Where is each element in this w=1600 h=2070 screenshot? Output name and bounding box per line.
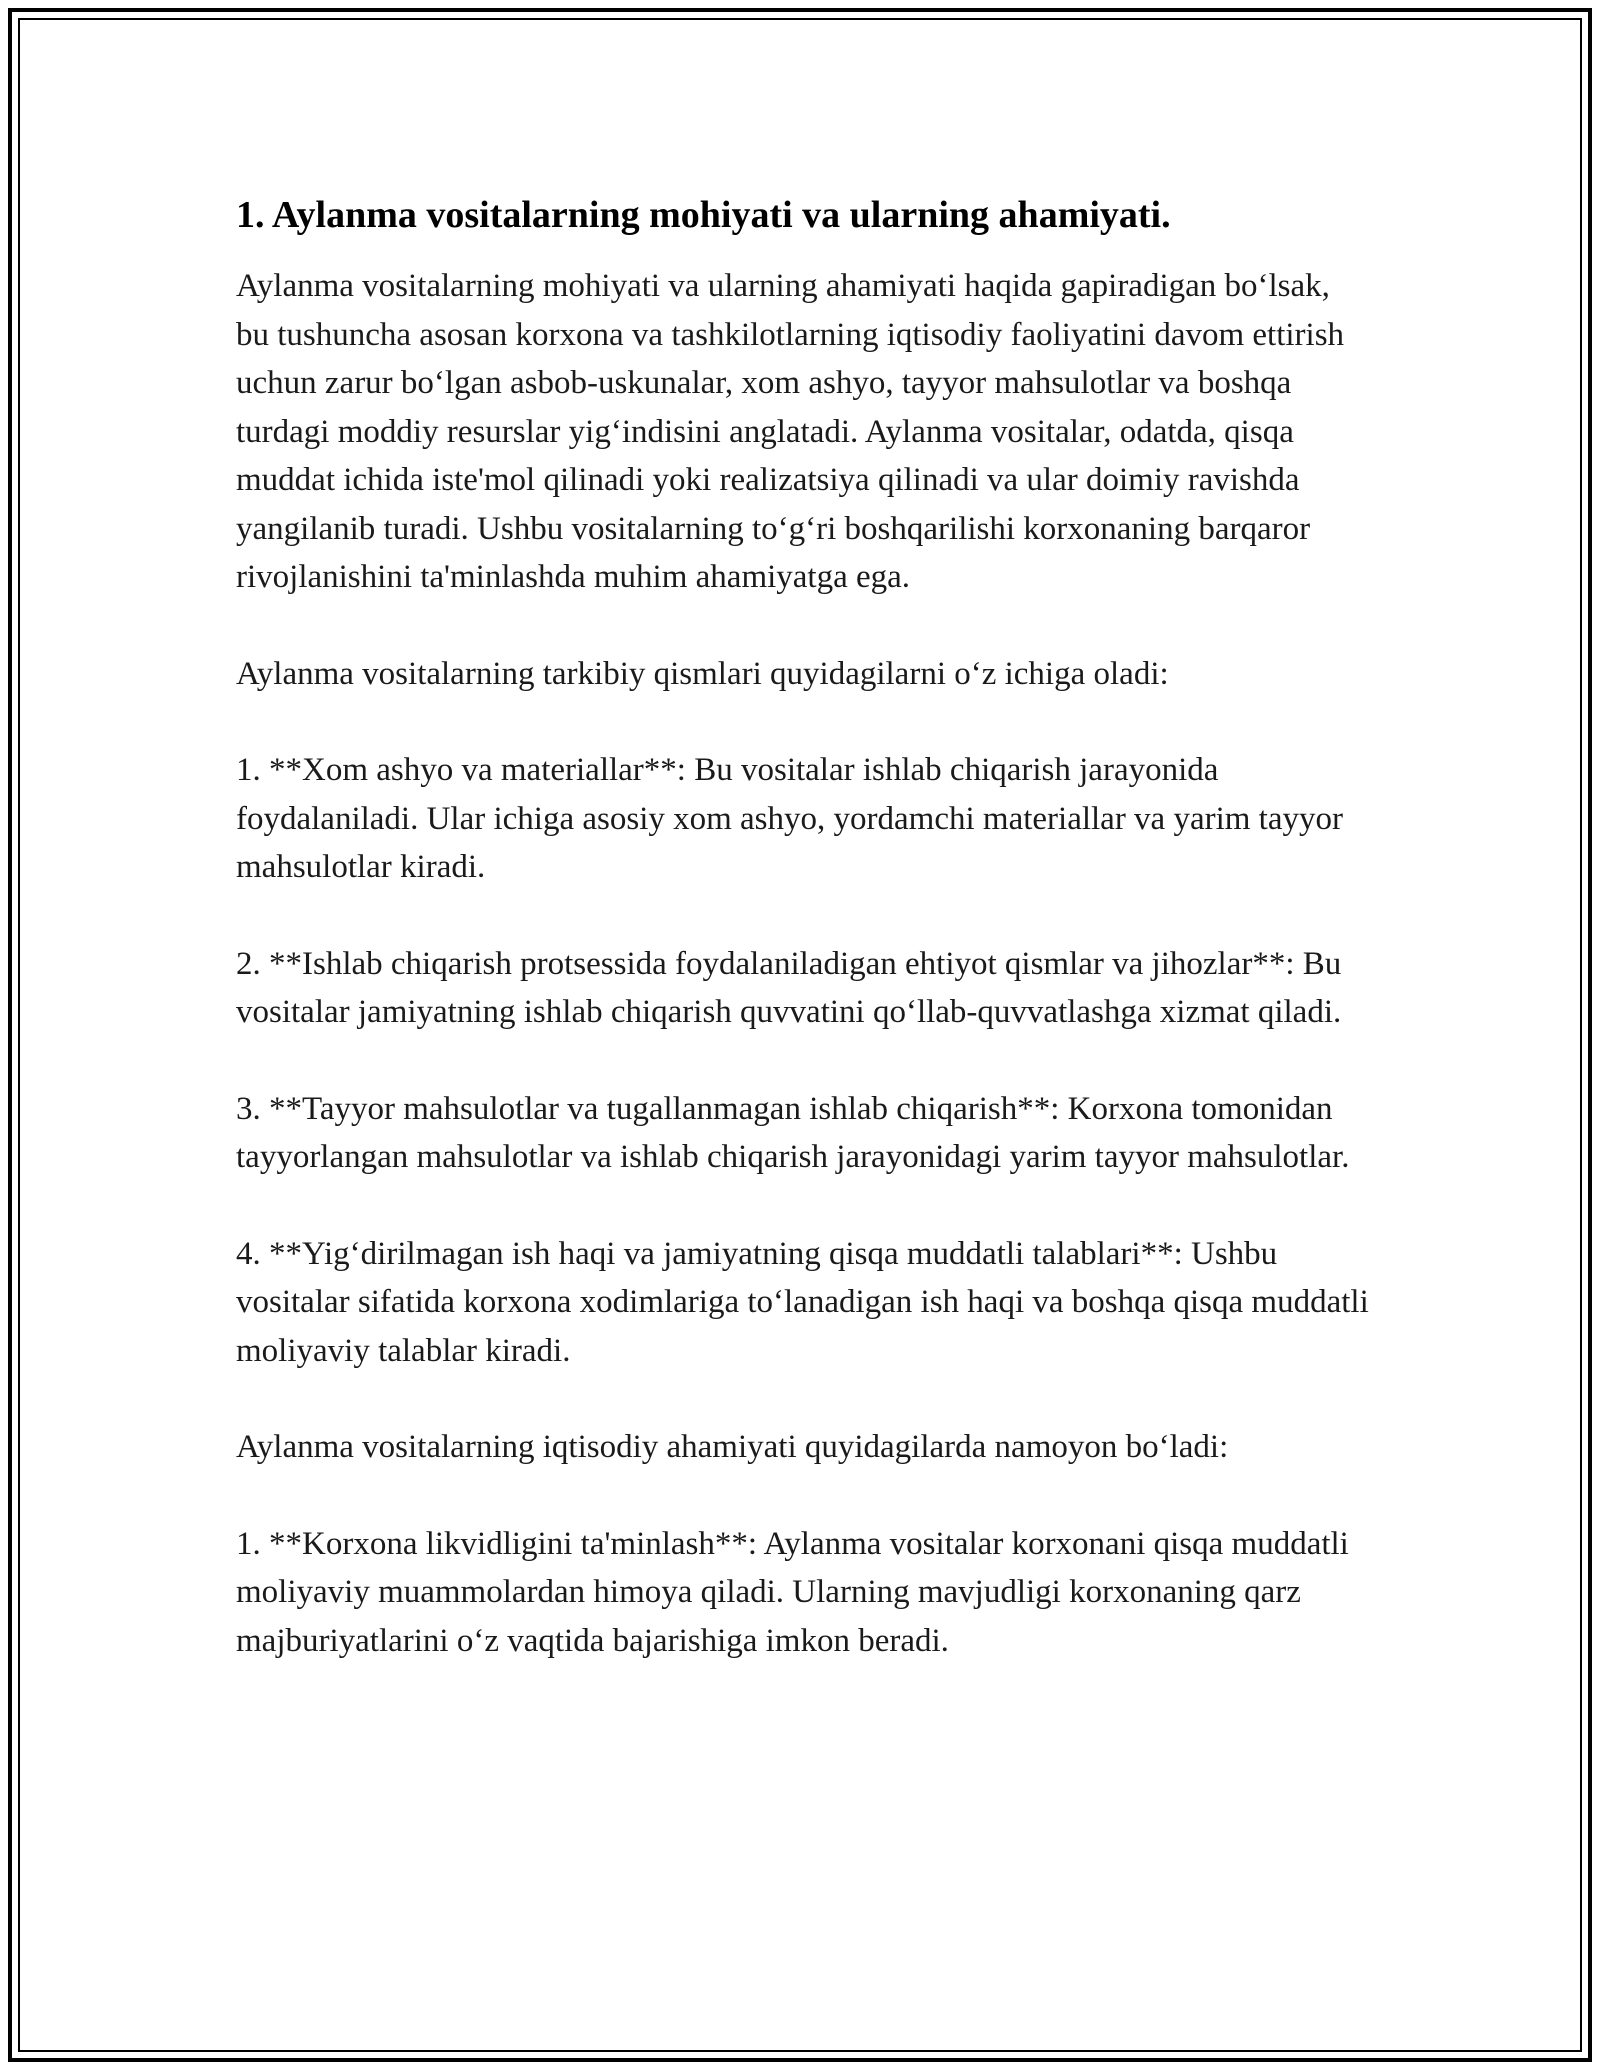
list-item-unpaid-wages: 4. **Yig‘dirilmagan ish haqi va jamiyatning qisqa muddatli talablari**: Ushbu vositalar sifatida korxona xodimlariga to‘lanadigan ish haqi va boshqa qisqa muddatli moliyaviy talablar kiradi. [236,1235,1369,1369]
document-body [236,186,1376,1665]
paragraph-components-lead: Aylanma vositalarning tarkibiy qismlari quyidagilarni o‘z ichiga oladi: [236,655,1169,692]
list-item-spare-parts: 2. **Ishlab chiqarish protsessida foydalaniladigan ehtiyot qismlar va jihozlar**: Bu vositalar jamiyatning ishlab chiqarish quvvatini qo‘llab-quvvatlashga xizmat qiladi. [236,945,1342,1030]
section-heading: 1. Aylanma vositalarning mohiyati va ularning ahamiyati. [236,194,1171,236]
paragraph-intro: Aylanma vositalarning mohiyati va ularning ahamiyati haqida gapiradigan bo‘lsak, bu tushuncha asosan korxona va tashkilotlarning iqtisodiy faoliyatini davom ettirish uchun zarur bo‘lgan asbob-uskunalar, xom ashyo, tayyor mahsulotlar va boshqa turdagi moddiy resurslar yig‘indisini anglatadi. Aylanma vositalar, odatda, qisqa muddat ichida iste'mol qilinadi yoki realizatsiya qilinadi va ular doimiy ravishda yangilanib turadi. Ushbu vositalarning to‘g‘ri boshqarilishi korxonaning barqaror rivojlanishini ta'minlashda muhim ahamiyatga ega. [236,268,1345,595]
list-item-liquidity: 1. **Korxona likvidligini ta'minlash**: Aylanma vositalar korxonani qisqa muddatli moliyaviy muammolardan himoya qiladi. Ularning mavjudligi korxonaning qarz majburiyatlarini o‘z vaqtida bajarishiga imkon beradi. [236,1525,1349,1659]
paragraph-significance-lead: Aylanma vositalarning iqtisodiy ahamiyati quyidagilarda namoyon bo‘ladi: [236,1429,1229,1465]
list-item-raw-materials: 1. **Xom ashyo va materiallar**: Bu vositalar ishlab chiqarish jarayonida foydalaniladi. Ular ichiga asosiy xom ashyo, yordamchi materiallar va yarim tayyor mahsulotlar kiradi. [236,752,1343,885]
list-item-finished-products: 3. **Tayyor mahsulotlar va tugallanmagan ishlab chiqarish**: Korxona tomonidan tayyorlangan mahsulotlar va ishlab chiqarish jarayonidagi yarim tayyor mahsulotlar. [236,1090,1350,1175]
